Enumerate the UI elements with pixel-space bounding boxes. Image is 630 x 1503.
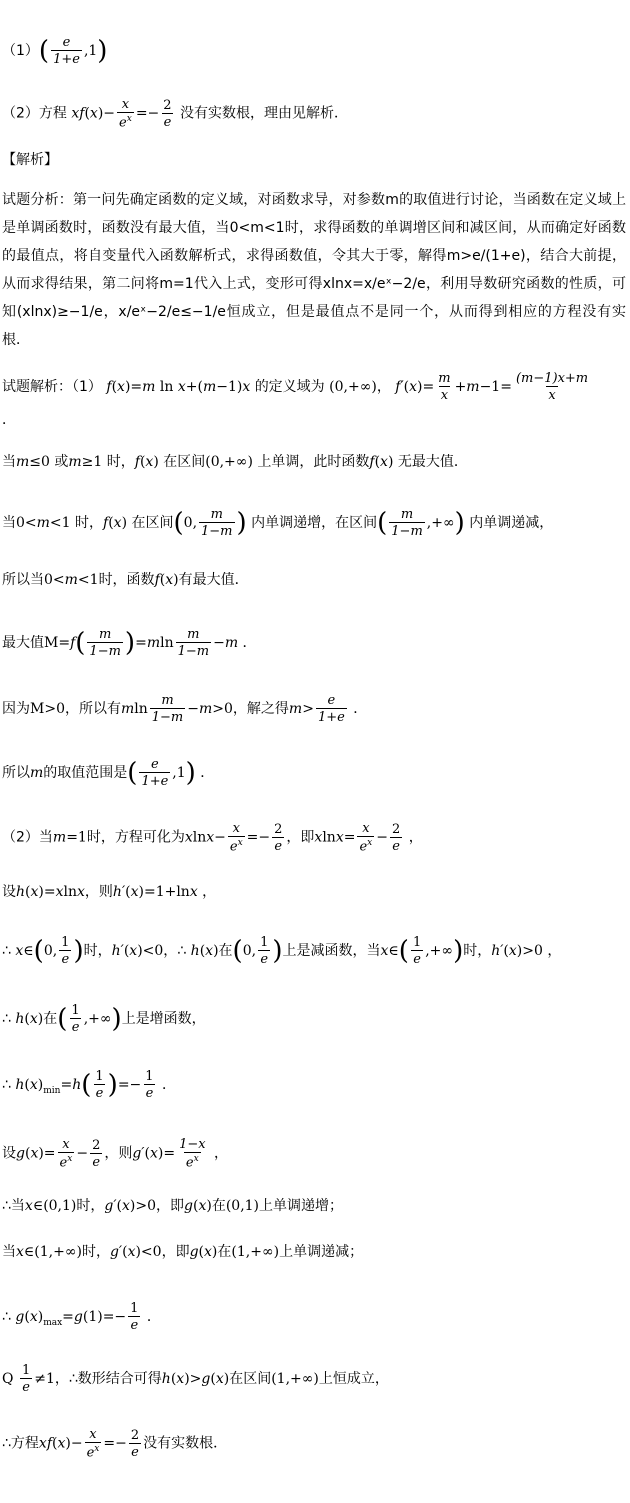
solution-line-4: 所以当0<m<1时，函数f(x)有最大值． xyxy=(2,572,249,588)
solution-line-17: Q $\frac{1}{e}$ ≠1，∴数形结合可得h(x)>g(x)在区间(1,+∞)上恒成立， xyxy=(2,1363,389,1395)
analysis-paragraph: 试题分析：第一问先确定函数的定义域，对函数求导，对参数m的取值进行讨论，当函数在定义域上是单调函数时，函数没有最大值，当0<m<1时，求得函数的单调增区间和减区间，从而确定好函数的最值点，将自变量代入函数解析式，求得函数值，令其大于零，解得m>e/(1+e)，结合大前提，从而求得结果，第二问将m=1代入上式，变形可得xlnx=x/eˣ−2/e，利用导数研究函数的性质，可知(xlnx)≥−1/e，x/eˣ−2/e≤−1/e恒成立，但是最值点不是同一个，从而得到相应的方程没有实根． xyxy=(2,192,626,348)
solution-line-5: 最大值M=f( $\frac{m}{1-m}$ )=mln $\frac{m}{1-m}$ −m ． xyxy=(2,627,257,659)
solution-line-16: ∴ $g(x)_{max}=g(1)=-$ $\frac{1}{e}$ ． xyxy=(2,1301,161,1333)
solution-line-11: ∴ h(x)在( $\frac{1}{e}$ ,+∞)上是增函数， xyxy=(2,1003,206,1035)
solution-line-2: 当m≤0 或m≥1 时，f(x) 在区间(0,+∞) 上单调，此时函数f(x) 无最大值． xyxy=(2,454,468,470)
answer-2: （2）方程 xf(x)− $\frac{x}{e^x}$ =− $\frac{2}{e}$ 没有实数根，理由见解析． xyxy=(2,97,349,131)
answer-1: （1）( $\frac{e}{1+e}$ ,1) xyxy=(2,35,108,67)
solution-line-1-dot: ． xyxy=(2,412,16,428)
solution-line-6: 因为M>0，所以有mln $\frac{m}{1-m}$ −m>0，解之得m> $\frac{e}{1+e}$ ． xyxy=(2,693,368,725)
solution-line-15: 当x∈(1,+∞)时，g′(x)<0，即g(x)在(1,+∞)上单调递减； xyxy=(2,1244,364,1260)
solution-line-12: ∴ $h(x)_{min}=h$( $\frac{1}{e}$ )=− $\frac{1}{e}$ ． xyxy=(2,1069,177,1101)
solution-line-10: ∴ x∈(0, $\frac{1}{e}$ )时，h′(x)<0，∴ h(x)在(0, $\frac{1}{e}$ )上是减函数，当x∈( $\frac{1}{e}$ ,+∞)时，h′(x)>0 ， xyxy=(2,935,562,967)
solution-line-8: （2）当m=1时，方程可化为xlnx− $\frac{x}{e^x}$ =− $\frac{2}{e}$ ，即xlnx= $\frac{x}{e^x}$ − $\frac{2}{e}$ ， xyxy=(2,821,423,855)
solution-line-3: 当0<m<1 时，f(x) 在区间(0, $\frac{m}{1-m}$ ) 内单调递增，在区间( $\frac{m}{1-m}$ ,+∞) 内单调递减， xyxy=(2,507,554,539)
solution-line-1: 试题解析：（1） f(x)=m ln x+(m−1)x 的定义域为 (0,+∞)， f′(x)= $\frac{m}{x}$ +m−1= $\frac{(m-1)x+m}{x}$ xyxy=(2,371,589,403)
analysis-title: 【解析】 xyxy=(2,152,58,168)
solution-line-7: 所以m的取值范围是( $\frac{e}{1+e}$ ,1) ． xyxy=(2,757,215,789)
solution-line-18: ∴方程xf(x)− $\frac{x}{e^x}$ =− $\frac{2}{e}$ 没有实数根． xyxy=(2,1427,228,1461)
solution-line-13: 设g(x)= $\frac{x}{e^x}$ − $\frac{2}{e}$ ，则g′(x)= $\frac{1-x}{e^x}$ ， xyxy=(2,1137,229,1171)
solution-line-14: ∴当x∈(0,1)时，g′(x)>0，即g(x)在(0,1)上单调递增； xyxy=(2,1198,344,1214)
solution-line-9: 设h(x)=xlnx，则h′(x)=1+lnx ， xyxy=(2,884,217,900)
